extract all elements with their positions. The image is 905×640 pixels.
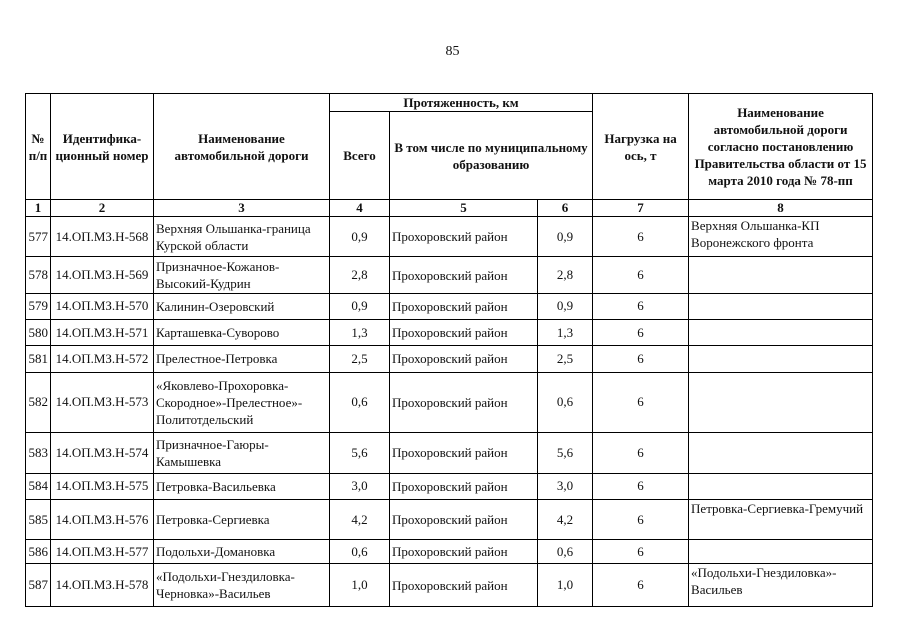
road-name: Верхняя Ольшанка-граница Курской области — [154, 217, 330, 257]
table-row — [26, 433, 873, 473]
row-number: 580 — [26, 320, 51, 346]
col-number: 2 — [51, 200, 154, 217]
axle-load: 6 — [593, 320, 689, 346]
district: Прохоровский район — [390, 372, 538, 433]
row-number: 581 — [26, 346, 51, 372]
district: Прохоровский район — [390, 346, 538, 372]
road-id: 14.ОП.МЗ.Н-578 — [51, 564, 154, 607]
decree-name — [689, 320, 873, 346]
row-number: 586 — [26, 540, 51, 564]
col-number: 4 — [330, 200, 390, 217]
district-length: 2,8 — [538, 257, 593, 293]
district: Прохоровский район — [390, 540, 538, 564]
decree-name: Петровка-Сергиевка-Гремучий — [689, 499, 873, 539]
length-total: 0,9 — [330, 293, 390, 319]
header-incl: В том числе по муниципальному образованию — [390, 112, 593, 200]
row-number: 585 — [26, 499, 51, 539]
axle-load: 6 — [593, 372, 689, 433]
table-row — [26, 499, 873, 539]
axle-load: 6 — [593, 433, 689, 473]
district-length: 5,6 — [538, 433, 593, 473]
header-load: Нагрузка на ось, т — [593, 94, 689, 200]
road-name: «Подольхи-Гнездиловка-Черновка»-Васильев — [154, 564, 330, 607]
col-number: 1 — [26, 200, 51, 217]
length-total: 0,6 — [330, 372, 390, 433]
road-name: Прелестное-Петровка — [154, 346, 330, 372]
road-name: «Яковлево-Прохоровка-Скородное»-Прелестное»-Политотдельский — [154, 372, 330, 433]
col-number: 3 — [154, 200, 330, 217]
district: Прохоровский район — [390, 433, 538, 473]
road-id: 14.ОП.МЗ.Н-577 — [51, 540, 154, 564]
axle-load: 6 — [593, 217, 689, 257]
length-total: 0,6 — [330, 540, 390, 564]
district: Прохоровский район — [390, 320, 538, 346]
length-total: 4,2 — [330, 499, 390, 539]
col-number: 7 — [593, 200, 689, 217]
page-number: 85 — [445, 44, 460, 59]
row-number: 577 — [26, 217, 51, 257]
decree-name — [689, 257, 873, 293]
decree-name — [689, 540, 873, 564]
table-row — [26, 320, 873, 346]
length-total: 2,5 — [330, 346, 390, 372]
table-row — [26, 217, 873, 257]
road-id: 14.ОП.МЗ.Н-572 — [51, 346, 154, 372]
header-name: Наименование автомобильной дороги — [154, 94, 330, 200]
district-length: 1,0 — [538, 564, 593, 607]
row-number: 579 — [26, 293, 51, 319]
length-total: 0,9 — [330, 217, 390, 257]
axle-load: 6 — [593, 499, 689, 539]
district: Прохоровский район — [390, 257, 538, 293]
table-row — [26, 257, 873, 293]
axle-load: 6 — [593, 293, 689, 319]
decree-name — [689, 372, 873, 433]
district: Прохоровский район — [390, 499, 538, 539]
district-length: 0,9 — [538, 293, 593, 319]
district-length: 0,6 — [538, 540, 593, 564]
district-length: 0,6 — [538, 372, 593, 433]
decree-name: Верхняя Ольшанка-КП Воронежского фронта — [689, 217, 873, 257]
row-number: 584 — [26, 473, 51, 499]
row-number: 587 — [26, 564, 51, 607]
decree-name — [689, 293, 873, 319]
road-id: 14.ОП.МЗ.Н-575 — [51, 473, 154, 499]
column-number-row — [26, 200, 873, 217]
length-total: 1,0 — [330, 564, 390, 607]
length-total: 1,3 — [330, 320, 390, 346]
header-total: Всего — [330, 112, 390, 200]
axle-load: 6 — [593, 257, 689, 293]
road-id: 14.ОП.МЗ.Н-568 — [51, 217, 154, 257]
table-row — [26, 564, 873, 607]
decree-name — [689, 433, 873, 473]
road-id: 14.ОП.МЗ.Н-576 — [51, 499, 154, 539]
table-row — [26, 473, 873, 499]
road-id: 14.ОП.МЗ.Н-570 — [51, 293, 154, 319]
header-decree: Наименование автомобильной дороги согласно постановлению Правительства области от 15 марта 2010 года № 78-пп — [689, 94, 873, 200]
axle-load: 6 — [593, 346, 689, 372]
district-length: 3,0 — [538, 473, 593, 499]
header-ident: Идентифика-ционный номер — [51, 94, 154, 200]
row-number: 583 — [26, 433, 51, 473]
row-number: 578 — [26, 257, 51, 293]
length-total: 2,8 — [330, 257, 390, 293]
road-name: Призначное-Кожанов-Высокий-Кудрин — [154, 257, 330, 293]
table-row — [26, 540, 873, 564]
header-length: Протяженность, км — [330, 94, 593, 112]
decree-name — [689, 346, 873, 372]
road-name: Призначное-Гаюры-Камышевка — [154, 433, 330, 473]
district-length: 2,5 — [538, 346, 593, 372]
road-name: Подольхи-Домановка — [154, 540, 330, 564]
roads-table — [25, 93, 873, 607]
road-name: Карташевка-Суворово — [154, 320, 330, 346]
axle-load: 6 — [593, 473, 689, 499]
district: Прохоровский район — [390, 293, 538, 319]
col-number: 8 — [689, 200, 873, 217]
road-id: 14.ОП.МЗ.Н-573 — [51, 372, 154, 433]
decree-name: «Подольхи-Гнездиловка»-Васильев — [689, 564, 873, 607]
length-total: 5,6 — [330, 433, 390, 473]
road-id: 14.ОП.МЗ.Н-569 — [51, 257, 154, 293]
road-name: Петровка-Сергиевка — [154, 499, 330, 539]
district-length: 4,2 — [538, 499, 593, 539]
length-total: 3,0 — [330, 473, 390, 499]
row-number: 582 — [26, 372, 51, 433]
table-row — [26, 293, 873, 319]
table-row — [26, 372, 873, 433]
district-length: 0,9 — [538, 217, 593, 257]
header-num: № п/п — [26, 94, 51, 200]
district: Прохоровский район — [390, 217, 538, 257]
decree-name — [689, 473, 873, 499]
road-name: Петровка-Васильевка — [154, 473, 330, 499]
axle-load: 6 — [593, 564, 689, 607]
table-row — [26, 346, 873, 372]
road-id: 14.ОП.МЗ.Н-574 — [51, 433, 154, 473]
axle-load: 6 — [593, 540, 689, 564]
road-name: Калинин-Озеровский — [154, 293, 330, 319]
col-number: 6 — [538, 200, 593, 217]
district: Прохоровский район — [390, 564, 538, 607]
col-number: 5 — [390, 200, 538, 217]
district-length: 1,3 — [538, 320, 593, 346]
road-id: 14.ОП.МЗ.Н-571 — [51, 320, 154, 346]
district: Прохоровский район — [390, 473, 538, 499]
